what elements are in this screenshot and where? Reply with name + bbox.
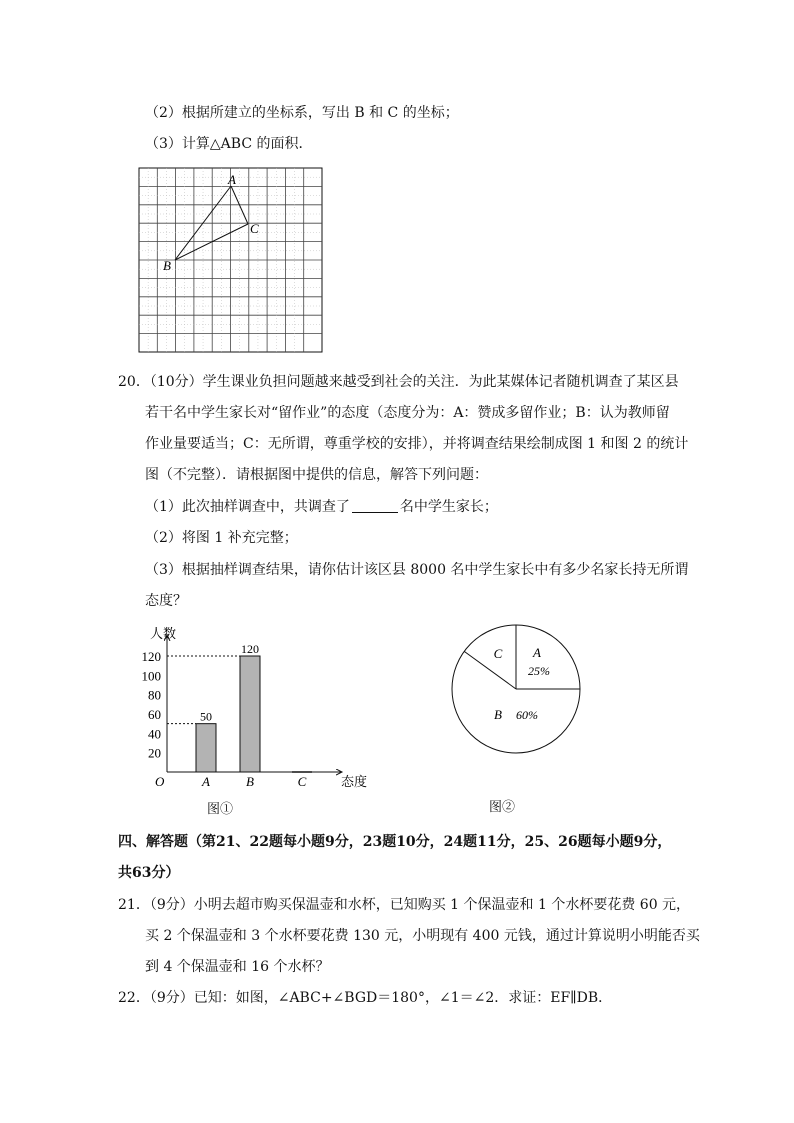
q22-line1: 22．（9分）已知：如图，∠ABC+∠BGD＝180°，∠1＝∠2．求证：EF∥DB． [118,990,613,1006]
q20-line4: 图（不完整）．请根据图中提供的信息，解答下列问题： [145,467,488,483]
q21-line2: 买 2 个保温壶和 3 个水杯要花费 130 元，小明现有 400 元钱，通过计算说明小明能否买 [145,928,700,944]
point-c-label: C [250,221,259,236]
y-tick-label: 60 [148,707,161,722]
x-tick-label: A [202,774,210,789]
q20-part3a: （3）根据抽样调查结果，请你估计该区县 8000 名中学生家长中有多少名家长持无所谓 [145,562,689,578]
x-tick-label: B [246,774,254,789]
point-a-label: A [228,172,236,187]
pie-label-A: A [533,645,541,660]
data-label-A: 50 [200,709,212,724]
q19-part3: （3）计算△ABC 的面积． [145,136,313,152]
q20-line2: 若干名中学生家长对“留作业”的态度（态度分为：A：赞成多留作业；B：认为教师留 [145,405,670,421]
q20-part1-post: 名中学生家长； [399,499,498,515]
x-axis-label: 态度 [341,774,368,789]
y-tick-label: 20 [148,745,161,761]
origin-label: O [155,774,165,789]
q20-line3: 作业量要适当；C：无所谓，尊重学校的安排），并将调查结果绘制成图 1 和图 2 的统计 [145,436,689,452]
q20-line1: 20．（10分）学生课业负担问题越来越受到社会的关注．为此某媒体记者随机调查了某区县 [118,374,679,390]
fig2-caption: 图② [489,800,516,815]
y-tick-label: 100 [141,668,161,684]
q21-line1: 21．（9分）小明去超市购买保温壶和水杯，已知购买 1 个保温壶和 1 个水杯要花费 60 元， [118,897,691,913]
x-tick-label: C [297,774,307,789]
pie-divider-C [464,651,516,689]
q20-part3b: 态度？ [145,593,187,609]
section4-line1: 四、解答题（第21、22题每小题9分，23题10分，24题11分，25、26题每小题9分， [118,834,672,850]
pie-label-C: C [493,646,503,661]
q20-part1-pre: （1）此次抽样调查中，共调查了 [145,499,350,515]
y-axis-label: 人数 [150,626,177,641]
y-tick-label: 80 [148,687,161,703]
q19-part2: （2）根据所建立的坐标系，写出 B 和 C 的坐标； [145,105,459,121]
y-tick-label: 40 [148,726,161,742]
data-label-B: 120 [241,642,259,656]
point-b-label: B [163,258,171,273]
y-tick-label: 120 [141,649,161,664]
section4-line2: 共63分） [118,865,180,881]
pie-percent-A: 25% [528,664,550,678]
q21-line3: 到 4 个保温壶和 16 个水杯？ [145,959,330,975]
fig1-caption: 图① [207,802,234,817]
pie-label-B: B [494,707,502,722]
q20-part2: （2）将图 1 补充完整； [145,530,298,546]
pie-percent-B: 60% [516,708,538,722]
